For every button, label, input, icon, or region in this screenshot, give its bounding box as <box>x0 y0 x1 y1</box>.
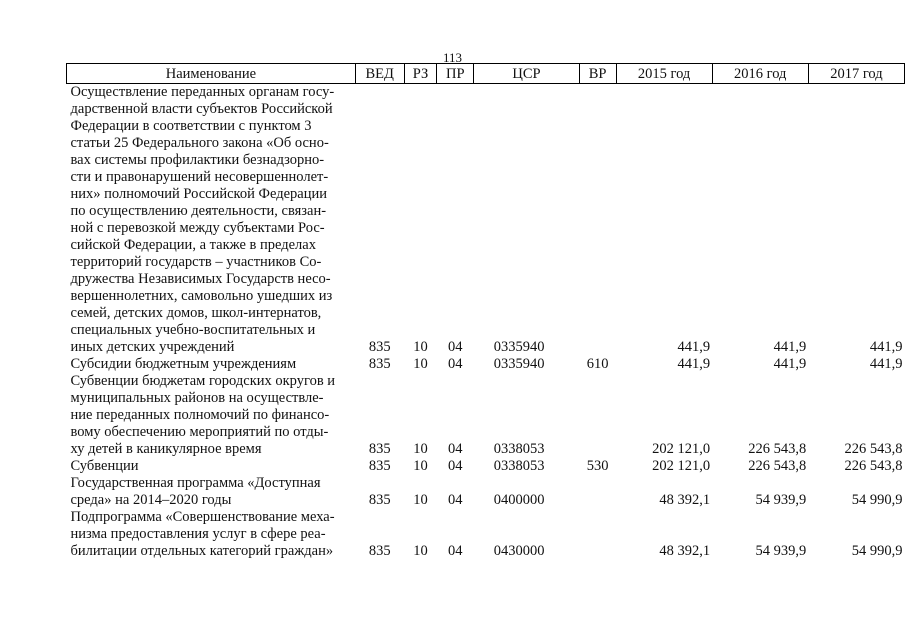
cell-vr <box>579 509 616 560</box>
name-line: ху детей в каникулярное время <box>70 441 262 457</box>
cell-pr: 04 <box>448 356 463 372</box>
page-number: 113 <box>442 50 463 65</box>
cell-name <box>67 373 356 458</box>
name-line: муниципальных районов на осуществле- <box>70 390 324 406</box>
cell-csr: 0338053 <box>493 458 545 474</box>
header-csr: ЦСР <box>474 64 580 84</box>
table-row <box>67 373 905 458</box>
cell-2017: 441,9 <box>869 356 903 372</box>
name-line: Субвенции <box>70 458 139 474</box>
name-line: семей, детских домов, школ-интернатов, <box>70 305 322 321</box>
name-line: Подпрограмма «Совершенствование меха- <box>70 509 335 525</box>
cell-vr: 610 <box>586 356 609 372</box>
cell-ved: 835 <box>368 458 391 474</box>
name-line: Субсидии бюджетным учреждениям <box>70 356 297 372</box>
cell-2017: 54 990,9 <box>851 492 903 508</box>
cell-2016: 226 543,8 <box>748 441 807 457</box>
cell-2015: 202 121,0 <box>652 458 711 474</box>
table-row <box>67 509 905 560</box>
name-line: по осуществлению деятельности, связан- <box>70 203 327 219</box>
cell-rz: 10 <box>413 492 428 508</box>
name-line: статьи 25 Федерального закона «Об осно- <box>70 135 329 151</box>
cell-name <box>67 458 356 475</box>
cell-rz: 10 <box>413 441 428 457</box>
name-line: Государственная программа «Доступная <box>70 475 321 491</box>
table-row <box>67 356 905 373</box>
name-line: Федерации в соответствии с пунктом 3 <box>70 118 312 134</box>
cell-ved: 835 <box>368 356 391 372</box>
header-2016: 2016 год <box>712 64 808 84</box>
cell-name <box>67 356 356 373</box>
cell-2016: 226 543,8 <box>748 458 807 474</box>
header-vr: ВР <box>579 64 616 84</box>
name-line: иных детских учреждений <box>70 339 235 355</box>
table-body <box>67 84 905 561</box>
name-line: специальных учебно-воспитательных и <box>70 322 316 338</box>
cell-ved: 835 <box>368 543 391 559</box>
name-line: низма предоставления услуг в сфере реа- <box>70 526 326 542</box>
cell-name <box>67 509 356 560</box>
cell-csr: 0400000 <box>493 492 545 508</box>
cell-2017: 226 543,8 <box>844 441 903 457</box>
cell-2015: 441,9 <box>677 356 711 372</box>
table-header <box>67 64 905 84</box>
cell-csr: 0430000 <box>493 543 545 559</box>
cell-2015: 202 121,0 <box>652 441 711 457</box>
name-line: среда» на 2014–2020 годы <box>70 492 232 508</box>
cell-2015: 48 392,1 <box>659 492 711 508</box>
header-name: Наименование <box>67 64 356 84</box>
name-line: территорий государств – участников Со- <box>70 254 322 270</box>
name-line: билитации отдельных категорий граждан» <box>70 543 334 559</box>
cell-pr: 04 <box>448 339 463 355</box>
cell-ved: 835 <box>368 492 391 508</box>
name-line: Осуществление переданных органам госу- <box>70 84 335 100</box>
table-row <box>67 475 905 509</box>
name-line: сти и правонарушений несовершеннолет- <box>70 169 329 185</box>
cell-ved: 835 <box>368 441 391 457</box>
budget-table <box>66 63 905 560</box>
cell-2016: 54 939,9 <box>755 543 807 559</box>
cell-rz: 10 <box>413 543 428 559</box>
header-2017: 2017 год <box>808 64 904 84</box>
cell-ved: 835 <box>368 339 391 355</box>
cell-name <box>67 84 356 357</box>
cell-pr: 04 <box>448 441 463 457</box>
name-line: сийской Федерации, а также в пределах <box>70 237 316 253</box>
cell-vr <box>579 84 616 357</box>
name-line: них» полномочий Российской Федерации <box>70 186 327 202</box>
cell-name <box>67 475 356 509</box>
cell-2016: 54 939,9 <box>755 492 807 508</box>
name-line: дружества Независимых Государств несо- <box>70 271 331 287</box>
name-line: ной с перевозкой между субъектами Рос- <box>70 220 325 236</box>
header-rz: РЗ <box>404 64 437 84</box>
name-line: дарственной власти субъектов Российской <box>70 101 333 117</box>
cell-pr: 04 <box>448 492 463 508</box>
cell-2016: 441,9 <box>773 356 807 372</box>
cell-csr: 0335940 <box>493 356 545 372</box>
cell-vr <box>579 475 616 509</box>
table-row <box>67 84 905 357</box>
cell-2015: 48 392,1 <box>659 543 711 559</box>
header-pr: ПР <box>437 64 474 84</box>
header-2015: 2015 год <box>616 64 712 84</box>
cell-csr: 0335940 <box>493 339 545 355</box>
cell-rz: 10 <box>413 356 428 372</box>
cell-2017: 226 543,8 <box>844 458 903 474</box>
name-line: ние переданных полномочий по финансо- <box>70 407 330 423</box>
name-line: вах системы профилактики безнадзорно- <box>70 152 325 168</box>
cell-2017: 54 990,9 <box>851 543 903 559</box>
table-row <box>67 458 905 475</box>
cell-pr: 04 <box>448 543 463 559</box>
cell-2016: 441,9 <box>773 339 807 355</box>
cell-pr: 04 <box>448 458 463 474</box>
cell-csr: 0338053 <box>493 441 545 457</box>
cell-vr: 530 <box>586 458 609 474</box>
header-ved: ВЕД <box>355 64 404 84</box>
name-line: вершеннолетних, самовольно ушедших из <box>70 288 333 304</box>
name-line: вому обеспечению мероприятий по отды- <box>70 424 329 440</box>
cell-2017: 441,9 <box>869 339 903 355</box>
cell-2015: 441,9 <box>677 339 711 355</box>
cell-rz: 10 <box>413 339 428 355</box>
name-line: Субвенции бюджетам городских округов и <box>70 373 336 389</box>
cell-vr <box>579 373 616 458</box>
cell-rz: 10 <box>413 458 428 474</box>
